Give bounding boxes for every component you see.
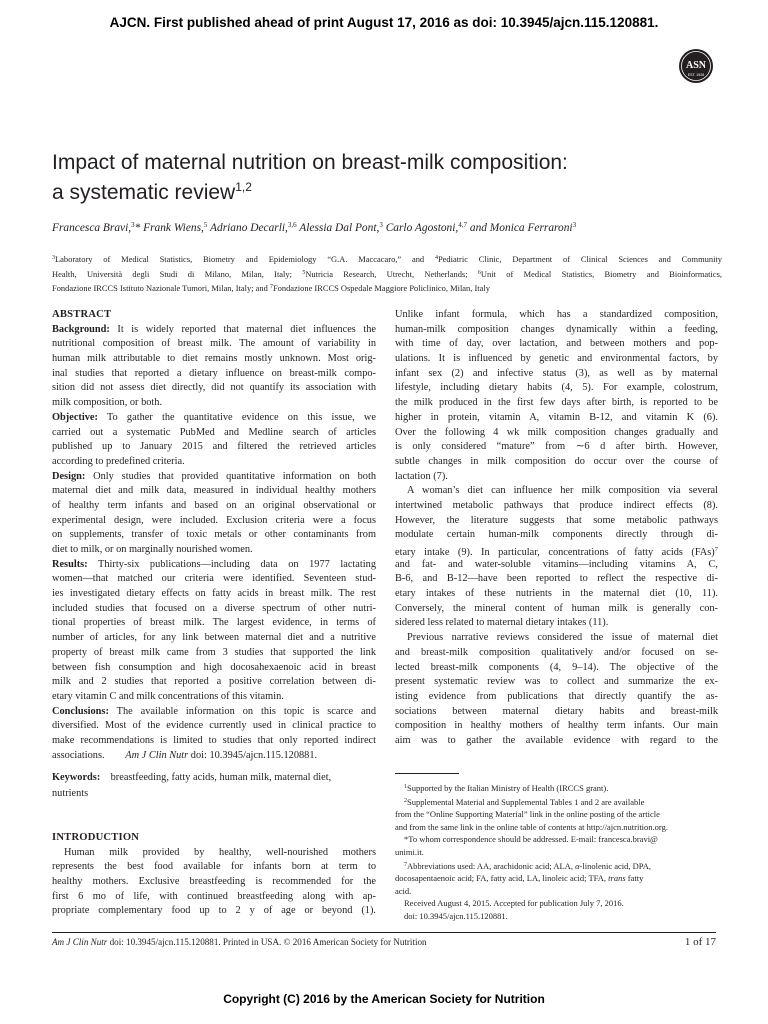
body-line: A woman’s diet can influence her milk composition via several xyxy=(407,485,718,497)
intro-line: represents the best food available for infants born at term to xyxy=(52,861,376,873)
abstract-line: carried out a systematic PubMed and Medline search of articles xyxy=(52,426,376,438)
body-line: Unlike infant formula, which has a standardized composition, xyxy=(395,309,718,320)
journal-footer xyxy=(52,937,427,947)
body-line: is only considered “mature” from ∼6 d after birth. However, xyxy=(395,441,718,453)
body-line: sociations between maternal dietary habits and breast-milk xyxy=(395,705,718,717)
abstract-line: of healthy term infants and based on an original observational or xyxy=(52,499,376,511)
footer-journal: Am J Clin Nutr xyxy=(52,937,108,947)
article-title xyxy=(52,150,712,205)
abstract-line: included studies that focused on a diverse spectrum of other nutri- xyxy=(52,602,376,614)
body-line: However, the literature suggests that some metabolic pathways xyxy=(395,514,718,526)
abstract-line: Background: It is widely reported that maternal diet influences the xyxy=(52,323,376,335)
abstract-line: maternal diet and milk data, measured in individual healthy mothers xyxy=(52,485,376,497)
abstract-line: inal studies that reported a dietary influence on breast-milk compo- xyxy=(52,367,376,379)
abstract-line: Conclusions: The available information on this topic is scarce and xyxy=(52,705,376,717)
page-footer-divider xyxy=(52,932,716,933)
abstract-line: women—that matched our criteria were identified. Seventeen stud- xyxy=(52,573,376,585)
body-line: subtle changes in milk composition do occur over the course of xyxy=(395,455,718,467)
intro-line: propriate complementary food up to 2 y of age or beyond (1). xyxy=(52,905,376,917)
body-line: etary intake (9). In particular, concentrations of fatty acids (FAs)$^7$ xyxy=(395,546,718,558)
logo-est-text: EST. 1928 xyxy=(687,73,705,77)
publication-banner: AJCN. First published ahead of print August 17, 2016 as doi: 10.3945/ajcn.115.120881. xyxy=(109,15,659,30)
abstract-line: make recommendations is limited to studies that only reported indirect xyxy=(52,734,376,746)
copyright-notice: Copyright (C) 2016 by the American Society for Nutrition xyxy=(223,992,545,1006)
logo-asn-text: ASN xyxy=(685,60,707,71)
footnotes xyxy=(395,781,718,923)
body-line: present systematic review was to collect and summarize the ex- xyxy=(395,676,718,688)
body-line: Over the following 4 wk milk composition changes gradually and xyxy=(395,426,718,438)
abstract-line: tional properties of breast milk. The largest evidence, in terms of xyxy=(52,617,376,629)
page-number: 1 of 17 xyxy=(684,936,716,948)
abstract-line: number of articles, for any link between maternal diet and a nutritive xyxy=(52,632,376,644)
intro-line: first 6 mo of life, with continued breastfeeding along with ap- xyxy=(52,890,376,902)
body-right-column xyxy=(395,308,718,749)
abstract-line: human milk attributable to diet remains mostly unknown. Most orig- xyxy=(52,353,376,365)
citation-doi: doi: 10.3945/ajcn.115.120881. xyxy=(188,749,318,761)
abstract-line: property of breast milk came from 3 studies that supported the link xyxy=(52,646,376,658)
keywords-label: Keywords: xyxy=(52,772,101,783)
asn-seal-icon xyxy=(678,48,714,84)
author[interactable]: Frank Wiens,$^5$ xyxy=(143,221,208,234)
footer-text: doi: 10.3945/ajcn.115.120881. Printed in USA. © 2016 American Society for Nutrition xyxy=(107,937,427,947)
abstract-line: diet to milk, or on marginally nourished women. xyxy=(52,544,253,555)
correspondence-email-cont[interactable]: unimi.it. xyxy=(395,846,424,857)
abstract-line: nutritional composition of breast milk. The amount of variability in xyxy=(52,338,376,350)
abstract xyxy=(52,308,376,763)
body-line: lactation (7). xyxy=(395,470,448,482)
abbreviations-footnote: $^7$Abbreviations used: AA, arachidonic acid; ALA, α-linolenic acid, DPA, xyxy=(404,860,651,871)
body-line: lected breast-milk components (4, 9–14). The objective of the xyxy=(395,661,718,673)
body-line: ulations. It is influenced by genetic and environmental factors, by xyxy=(395,353,718,365)
author[interactable]: Carlo Agostoni,$^{4,7}$ xyxy=(385,221,468,234)
body-line: Previous narrative reviews considered the issue of maternal diet xyxy=(407,632,718,644)
abbreviations-cont: acid. xyxy=(395,885,412,896)
body-line: with time of day, over lactation, and between mothers and pop- xyxy=(395,338,718,350)
body-line: modulate certain human-milk components directly through di- xyxy=(395,529,718,541)
footnote: $^2$Supplemental Material and Supplemental Tables 1 and 2 are available xyxy=(404,796,645,807)
abstract-line: Results: Thirty-six publications—including data on 1977 lactating xyxy=(52,558,376,570)
body-line: the milk produced in the first few days after birth, is reported to be xyxy=(395,397,718,409)
abstract-line: milk and 2 studies that reported a positive correlation between di- xyxy=(52,676,376,688)
affiliation-line: Health, Università degli Studi di Milano, Milan, Italy; $^5$Nutricia Research, Utrecht, Netherlands; $^6$Unit of Medical Statistics, Biometry and Bioinformatics, xyxy=(52,268,722,279)
abstract-line: milk composition, or both. xyxy=(52,397,163,409)
keywords-text: breastfeeding, fatty acids, human milk, maternal diet, xyxy=(110,772,332,783)
abstract-line: Objective: To gather the quantitative evidence on this issue, we xyxy=(52,411,376,423)
abstract-line: on supplements, transfer of toxic metals or other contaminants from xyxy=(52,529,376,541)
footnote-doi[interactable]: doi: 10.3945/ajcn.115.120881. xyxy=(404,910,508,921)
body-line: Conversely, the mineral content of human milk is generally con- xyxy=(395,602,718,614)
abstract-line: according to predefined criteria. xyxy=(52,455,185,467)
title-footnote-ref[interactable]: 1,2 xyxy=(235,180,252,194)
abstract-line: sition did not assess diet directly, did not quantify its association with xyxy=(52,382,376,394)
intro-line: healthy mothers. Exclusive breastfeeding is recommended for the xyxy=(52,876,376,888)
body-line: and breast-milk composition qualitatively and/or focused on se- xyxy=(395,646,718,658)
keywords xyxy=(52,770,376,802)
footnote: $^1$Supported by the Italian Ministry of Health (IRCCS grant). xyxy=(404,783,609,793)
affiliations xyxy=(52,252,722,296)
body-line: higher in protein, vitamin A, vitamin B-12, and vitamin K (6). xyxy=(395,411,718,423)
title-line-1: Impact of maternal nutrition on breast-milk composition: xyxy=(52,151,568,174)
affiliation-line: Fondazione IRCCS Istituto Nazionale Tumori, Milan, Italy; and $^7$Fondazione IRCCS Ospedale Maggiore Policlinico, Milan, Italy xyxy=(52,283,490,294)
objective-label: Objective: xyxy=(52,411,98,423)
design-label: Design: xyxy=(52,470,86,482)
correspondence-footnote: *To whom correspondence should be addressed. E-mail: francesca.bravi@ xyxy=(404,834,658,845)
author-list xyxy=(52,221,732,234)
abstract-line: associations. Am J Clin Nutr doi: 10.3945/ajcn.115.120881. xyxy=(52,749,318,761)
received-date: Received August 4, 2015. Accepted for publication July 7, 2016. xyxy=(404,898,624,909)
background-label: Background: xyxy=(52,323,110,335)
abstract-line: etary vitamin C and milk concentrations of this vitamin. xyxy=(52,690,284,702)
body-line: etary intakes of these nutrients in the maternal diet (10, 11). xyxy=(395,588,718,600)
abbreviation-footnote-ref[interactable]: 7 xyxy=(714,546,718,553)
abstract-line: Design: Only studies that provided quantitative information on both xyxy=(52,470,376,482)
abstract-line: ies investigated dietary effects on fatty acids in breast milk. The rest xyxy=(52,588,376,600)
body-line: infant sex (2) and infective status (3), as well as by maternal xyxy=(395,367,718,379)
author[interactable]: Adriano Decarli,$^{3,6}$ xyxy=(210,221,297,234)
affiliation-line: $^3$Laboratory of Medical Statistics, Biometry and Epidemiology “G.A. Maccacaro,” and $^4$Pediatric Clinic, Department of Clinical Sciences and Community xyxy=(52,254,722,264)
author[interactable]: Francesca Bravi,$^3$* xyxy=(52,221,144,234)
body-line: sidered less related to maternal dietary intakes (11). xyxy=(395,617,609,629)
body-line: B-6, and B-12—have been reported to reflect the respective di- xyxy=(395,573,718,585)
footnote-cont: from the “Online Supporting Material” link in the online posting of the article xyxy=(395,809,660,820)
body-line: lifestyle, including dietary habits (4, 5). For example, colostrum, xyxy=(395,382,718,394)
abstract-line: diversified. Most of the evidence currently used in clinical practice to xyxy=(52,720,376,732)
abbreviations-cont: docosapentaenoic acid; FA, fatty acid, LA, linoleic acid; TFA, trans fatty xyxy=(395,873,644,884)
abstract-line: between fish consumption and high docosahexaenoic acid in breast xyxy=(52,661,376,673)
body-line: aim was to gather the available evidence with regard to the xyxy=(395,734,718,746)
conclusions-label: Conclusions: xyxy=(52,705,109,717)
footnote-divider xyxy=(395,773,459,774)
results-label: Results: xyxy=(52,558,88,570)
author[interactable]: Alessia Dal Pont,$^3$ xyxy=(299,221,383,234)
abstract-line: published up to January 2015 and filtered the retrieved articles xyxy=(52,441,376,453)
introduction xyxy=(52,831,376,919)
title-line-2: a systematic review xyxy=(52,181,236,204)
abstract-line: experimental design, were included. Exclusion criteria were a focus xyxy=(52,514,376,526)
citation-journal: Am J Clin Nutr xyxy=(125,749,189,761)
body-line: isting evidence from publications that directly quantify the as- xyxy=(395,690,718,702)
body-line: human-milk composition changes dynamically within a feeding, xyxy=(395,323,718,335)
body-line: and fat- and water-soluble vitamins—including vitamins A, C, xyxy=(395,558,718,570)
keywords-text-cont: nutrients xyxy=(52,788,89,799)
abstract-heading: ABSTRACT xyxy=(52,309,112,320)
intro-line: Human milk provided by healthy, well-nourished mothers xyxy=(64,846,376,858)
author[interactable]: and Monica Ferraroni$^3$ xyxy=(469,221,577,234)
footnote-cont: and from the same link in the online table of contents at http://ajcn.nutrition.org. xyxy=(395,821,668,832)
body-line: composition in healthy mothers of healthy term infants. Our main xyxy=(395,720,718,732)
body-line: intertwined metabolic pathways that produce indirect effects (8). xyxy=(395,499,718,511)
introduction-heading: INTRODUCTION xyxy=(52,832,140,843)
